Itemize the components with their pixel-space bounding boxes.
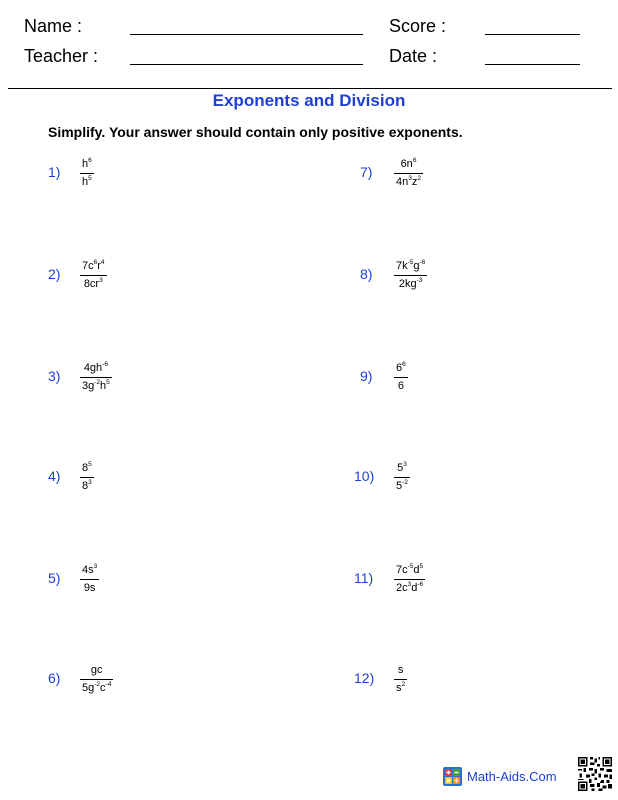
fraction: [80, 362, 112, 393]
numerator: s: [397, 664, 404, 676]
numerator: $5^3$: [397, 461, 407, 474]
numerator: $6n^6$: [400, 157, 417, 170]
problem-number: 11): [354, 570, 374, 586]
fraction: [394, 564, 425, 595]
fraction: [394, 462, 410, 493]
numerator: $h^6$: [82, 157, 92, 170]
brand-text: Math-Aids.Com: [467, 769, 557, 784]
teacher-field[interactable]: [130, 64, 363, 65]
fraction: [80, 564, 99, 595]
numerator: gc: [90, 664, 103, 676]
denominator: $5^{-2}$: [396, 479, 408, 492]
worksheet-title: Exponents and Division: [212, 91, 406, 110]
numerator: $7c^{-5}d^5$: [396, 563, 424, 576]
problem-number: 12): [354, 670, 375, 686]
score-field[interactable]: [485, 34, 580, 35]
instructions: Simplify. Your answer should contain only positive exponents.: [48, 124, 463, 140]
denominator: $3g^{-2}h^5$: [82, 379, 110, 392]
numerator: $4gh^{-6}$: [83, 361, 108, 374]
header-divider: [8, 88, 612, 89]
denominator: $h^5$: [82, 175, 92, 188]
denominator: $s^2$: [396, 681, 406, 694]
name-label: Name :: [24, 16, 83, 36]
problem-number: 9): [360, 368, 373, 384]
numerator: $6^6$: [396, 361, 406, 374]
fraction: [394, 158, 423, 189]
numerator: $7k^{-5}g^{-6}$: [396, 259, 426, 272]
date-label: Date :: [389, 46, 438, 66]
problem-number: 4): [48, 468, 61, 484]
denominator: $8^3$: [82, 479, 92, 492]
calculator-icon: [443, 767, 462, 786]
denominator: $2kg^{-3}$: [398, 277, 423, 290]
problem-number: 8): [360, 266, 373, 282]
fraction: [394, 664, 407, 695]
denominator: $8cr^3$: [83, 277, 103, 290]
qr-code-icon[interactable]: [578, 757, 612, 791]
denominator: $4n^3z^2$: [396, 175, 421, 188]
problem-number: 5): [48, 570, 61, 586]
score-label: Score :: [389, 16, 447, 36]
problem-number: 10): [354, 468, 375, 484]
fraction: [80, 664, 113, 695]
denominator: $2c^3d^{-6}$: [396, 581, 424, 594]
name-field[interactable]: [130, 34, 363, 35]
denominator: 9s: [83, 582, 96, 594]
denominator: 6: [397, 380, 404, 392]
fraction: [394, 260, 427, 291]
denominator: $5g^{-2}c^{-4}$: [82, 681, 112, 694]
date-field[interactable]: [485, 64, 580, 65]
teacher-label: Teacher :: [24, 46, 99, 66]
fraction: [80, 462, 94, 493]
problem-number: 1): [48, 164, 61, 180]
problem-number: 3): [48, 368, 61, 384]
numerator: $4s^3$: [82, 563, 98, 576]
fraction: [394, 362, 408, 393]
problem-number: 2): [48, 266, 61, 282]
problem-number: 6): [48, 670, 61, 686]
fraction: [80, 260, 107, 291]
fraction: [80, 158, 94, 189]
numerator: $7c^6r^4$: [82, 259, 105, 272]
numerator: $8^5$: [82, 461, 92, 474]
problem-number: 7): [360, 164, 373, 180]
